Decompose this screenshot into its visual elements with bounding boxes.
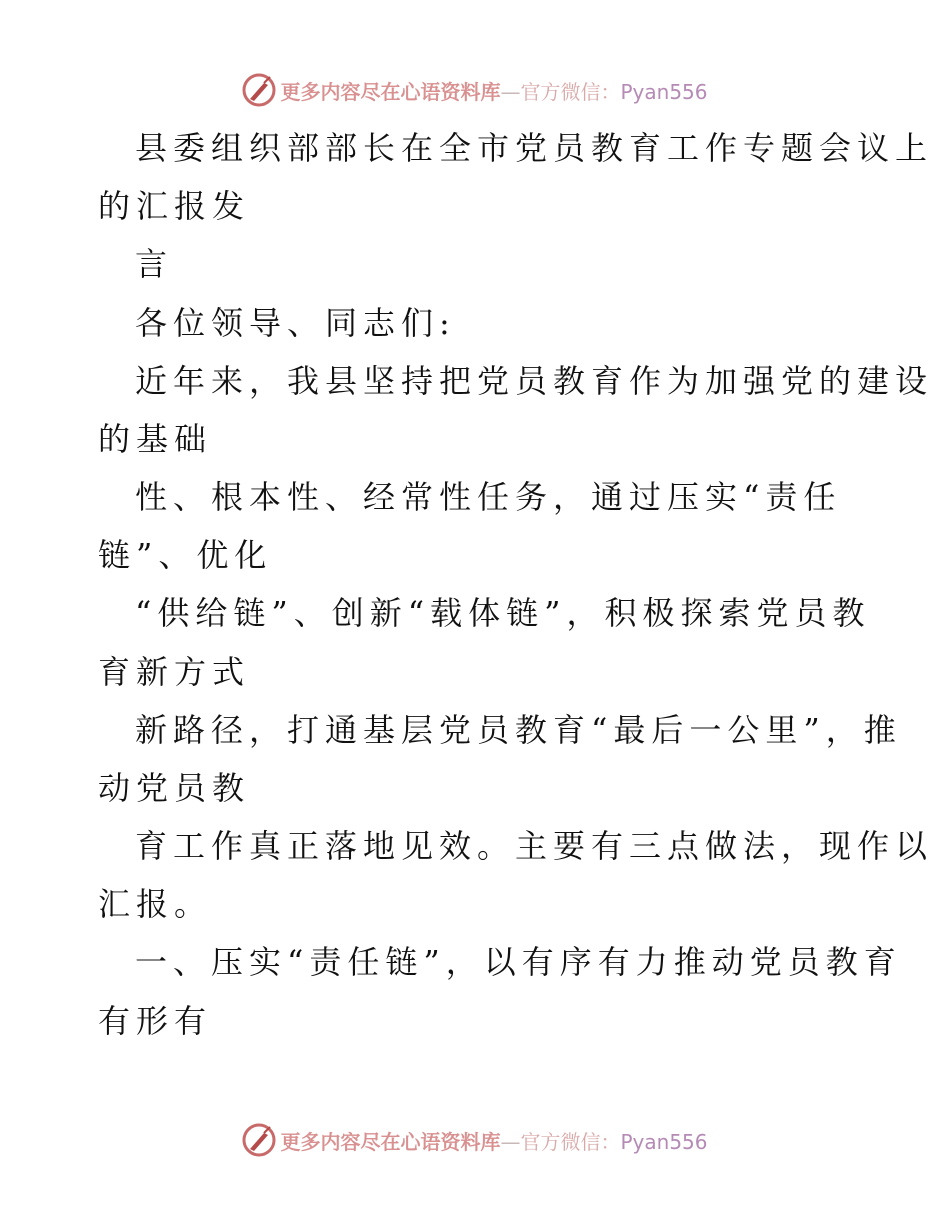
doc-line: 近年来，我县坚持把党员教育作为加强党的建设 [135, 362, 934, 400]
watermark-separator: — [500, 79, 521, 104]
watermark-site: 更多内容尽在心语资料库 [280, 79, 501, 104]
watermark-wechat-label: 官方微信： [520, 79, 621, 104]
watermark-separator: — [500, 1129, 521, 1154]
doc-line: “供给链”、创新“载体链”，积极探索党员教 [135, 594, 871, 632]
doc-line: 一、压实“责任链”，以有序有力推动党员教育 [135, 943, 902, 981]
doc-line: 性、根本性、经常性任务，通过压实“责任 [135, 478, 842, 516]
doc-line: 县委组织部部长在全市党员教育工作专题会议上 [135, 129, 934, 167]
doc-line: 有形有 [98, 1002, 213, 1040]
watermark-wechat-id: Pyan556 [620, 1129, 708, 1154]
watermark-text [280, 1126, 707, 1155]
doc-line: 育工作真正落地见效。主要有三点做法，现作以 [135, 827, 934, 865]
doc-line: 的基础 [98, 420, 213, 458]
doc-line: 言 [135, 245, 174, 283]
doc-line: 育新方式 [98, 653, 251, 691]
watermark-site: 更多内容尽在心语资料库 [280, 1129, 501, 1154]
doc-line: 动党员教 [98, 769, 251, 807]
doc-line: 链”、优化 [98, 536, 273, 574]
quill-logo-icon [242, 1123, 276, 1157]
doc-line: 汇报。 [98, 885, 213, 923]
watermark-text [280, 76, 707, 105]
doc-line: 的汇报发 [98, 187, 251, 225]
watermark-wechat-id: Pyan556 [620, 79, 708, 104]
watermark-header [0, 70, 950, 110]
doc-line: 各位领导、同志们: [135, 304, 456, 342]
watermark-footer [0, 1120, 950, 1160]
quill-logo-icon [242, 73, 276, 107]
doc-line: 新路径，打通基层党员教育“最后一公里”，推 [135, 711, 902, 749]
watermark-wechat-label: 官方微信： [520, 1129, 621, 1154]
